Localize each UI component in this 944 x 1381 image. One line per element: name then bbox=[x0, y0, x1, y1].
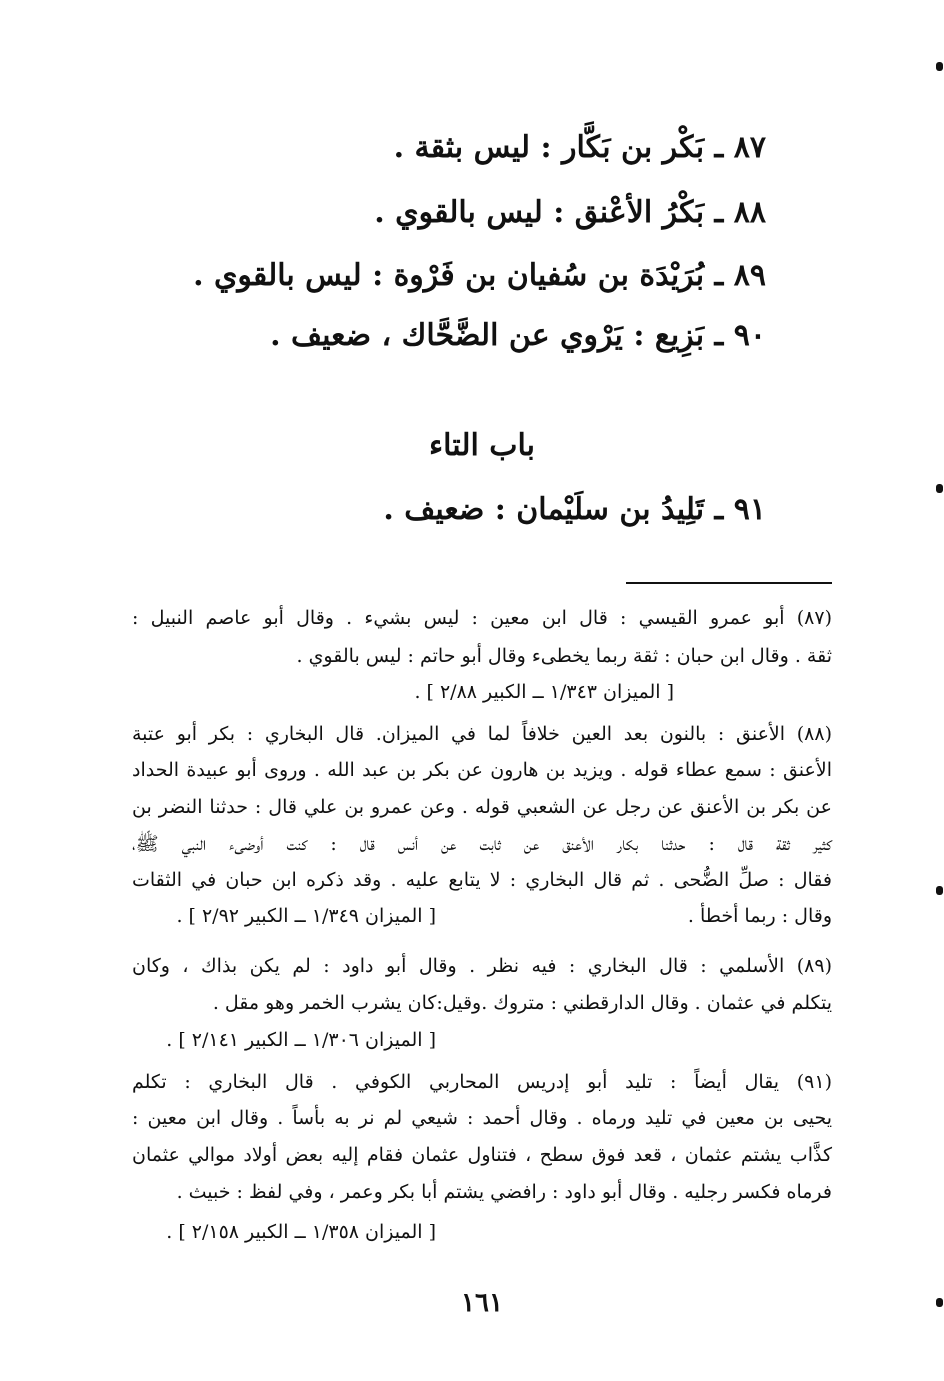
entry-89: ٨٩ ـ بُرَيْدَة بن سُفيان بن فَرْوة : ليس بالقوي . bbox=[193, 258, 766, 293]
footnote-88-line-2: الأعنق : سمع عطاء قوله . ويزيد بن هارون عن بكر بن عبد الله . وروى أبو عبيدة الحداد bbox=[132, 759, 832, 781]
footnote-88-line-4: كثير ثقة قال : حدثنا بكار الأعنق عن ثابت عن أنس قال : كنت أوضىء النبي ﷺ، bbox=[132, 833, 832, 855]
page-number: ١٦١ bbox=[461, 1288, 503, 1318]
footnote-87-ref: [ الميزان ١/٣٤٣ ــ الكبير ٢/٨٨ ] . bbox=[414, 681, 674, 703]
footnote-88-line-5: فقال : صلِّ الضُّحى . ثم قال البخاري : لا يتابع عليه . وقد ذكره ابن حبان في الثقات bbox=[132, 869, 832, 891]
footnote-91-line-1: (٩١) يقال أيضاً : تليد أبو إدريس المحاربي الكوفي . قال البخاري : تكلم bbox=[132, 1071, 832, 1093]
scan-mark bbox=[936, 62, 943, 71]
footnote-88-ref: [ الميزان ١/٣٤٩ ــ الكبير ٢/٩٢ ] . bbox=[176, 905, 436, 927]
entry-87: ٨٧ ـ بَكْر بن بَكَّار : ليس بثقة . bbox=[393, 130, 766, 165]
scan-mark bbox=[936, 886, 943, 895]
section-title: باب التاء bbox=[429, 428, 535, 463]
footnote-divider bbox=[626, 582, 832, 584]
footnote-87-line-2: ثقة . وقال ابن حبان : ثقة ربما يخطىء وقال أبو حاتم : ليس بالقوي . bbox=[296, 645, 832, 667]
footnote-91-line-4: فرماه فكسر رجليه . وقال أبو داود : رافضي يشتم أبا بكر وعمر ، وفي لفظ : خبيث . bbox=[176, 1181, 832, 1203]
footnote-89-ref: [ الميزان ١/٣٠٦ ــ الكبير ٢/١٤١ ] . bbox=[166, 1029, 436, 1051]
footnote-87-line-1: (٨٧) أبو عمرو القيسي : قال ابن معين : ليس بشيء . وقال أبو عاصم النبيل : bbox=[132, 607, 832, 629]
scan-mark bbox=[936, 1298, 943, 1307]
footnote-88-line-6: وقال : ربما أخطأ . bbox=[687, 905, 832, 927]
footnote-91-line-2: يحيى بن معين في تليد ورماه . وقال أحمد : شيعي لم نر به بأساً . وقال ابن معين : bbox=[132, 1107, 832, 1129]
footnote-91-ref: [ الميزان ١/٣٥٨ ــ الكبير ٢/١٥٨ ] . bbox=[166, 1221, 436, 1243]
scan-mark bbox=[936, 484, 943, 493]
footnote-89-line-1: (٨٩) الأسلمي : قال البخاري : فيه نظر . وقال أبو داود : لم يكن بذاك ، وكان bbox=[132, 955, 832, 977]
entry-88: ٨٨ ـ بَكْرُ الأعْنق : ليس بالقوي . bbox=[374, 195, 766, 230]
footnote-88-line-3: عن بكر بن الأعنق عن رجل عن الشعبي قوله . وعن عمرو بن علي قال : حدثنا النضر بن bbox=[132, 796, 832, 818]
footnote-88-line-1: (٨٨) الأعنق : بالنون بعد العين خلافاً لما في الميزان. قال البخاري : بكر أبو عتبة bbox=[132, 723, 832, 745]
footnote-89-line-2: يتكلم في عثمان . وقال الدارقطني : متروك .وقيل:كان يشرب الخمر وهو مقل . bbox=[212, 992, 832, 1014]
entry-91: ٩١ ـ تَلِيدُ بن سلَيْمان : ضعيف . bbox=[383, 492, 766, 527]
entry-90: ٩٠ ـ بَزِيع : يَرْوي عن الضَّحَّاك ، ضعيف . bbox=[270, 318, 766, 353]
footnote-91-line-3: كذَّاب يشتم عثمان ، قعد فوق سطح ، فتناول عثمان فقام إليه بعض أولاد موالي عثمان bbox=[132, 1144, 832, 1166]
